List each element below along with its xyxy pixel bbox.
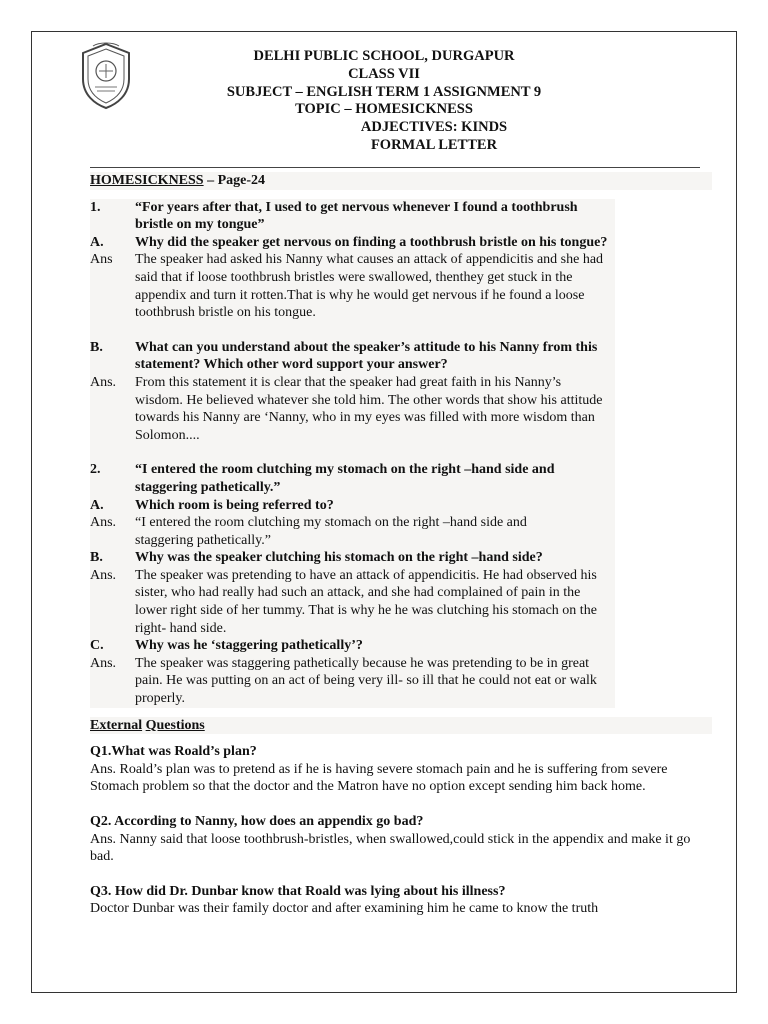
subject-line: SUBJECT – ENGLISH TERM 1 ASSIGNMENT 9 xyxy=(226,83,542,100)
external-answer: Ans. Roald’s plan was to pretend as if he is having severe stomach pain and he is suffering from severe Stomach problem so that the doctor and the Matron have no option except sending him back home. xyxy=(90,761,668,795)
external-answer: Doctor Dunbar was their family doctor and after examining him he came to know the truth xyxy=(90,901,599,917)
main-content xyxy=(90,170,712,918)
section-page-ref: – Page-24 xyxy=(207,173,266,188)
external-answer: Ans. Nanny said that loose toothbrush-bristles, when swallowed,could stick in the appendix and make it go bad. xyxy=(90,831,691,865)
topic-line: TOPIC – HOMESICKNESS xyxy=(295,101,473,118)
question-item: 2. “I entered the room clutching my stomach on the right –hand side and staggering pathetically.” xyxy=(90,462,555,495)
spacer xyxy=(90,796,712,813)
external-question: Q2. According to Nanny, how does an appendix go bad? xyxy=(90,814,424,829)
spacer xyxy=(90,734,712,743)
formal-letter-line: FORMAL LETTER xyxy=(370,136,498,153)
spacer xyxy=(90,190,712,199)
header-divider xyxy=(90,167,700,168)
section-title-text: HOMESICKNESS xyxy=(90,173,204,188)
question-item: A. Why did the speaker get nervous on finding a toothbrush bristle on his tongue? xyxy=(90,234,608,250)
document-header xyxy=(0,48,768,155)
question-item: C. Why was he ‘staggering pathetically’? xyxy=(90,638,363,654)
external-questions xyxy=(90,743,712,918)
external-question: Q1.What was Roald’s plan? xyxy=(90,744,257,760)
question-item: B. What can you understand about the speaker’s attitude to his Nanny from this statement? Which other word support your answer? xyxy=(90,339,598,373)
question-item: B. Why was the speaker clutching his stomach on the right –hand side? xyxy=(90,550,543,566)
external-questions-heading: External Questions xyxy=(90,717,712,735)
spacer xyxy=(90,866,712,883)
class-line: CLASS VII xyxy=(348,65,420,82)
answer-item: Ans. “I entered the room clutching my stomach on the right –hand side and staggering pathetically.” xyxy=(90,515,527,548)
answer-item: Ans. The speaker was staggering pathetically because he was pretending to be in great pain. He was putting on an act of being very ill- so ill that he could not eat or walk properly. xyxy=(90,655,597,707)
question-item: 1. “For years after that, I used to get nervous whenever I found a toothbrush bristle on my tongue” xyxy=(90,199,578,233)
spacer xyxy=(90,322,615,339)
adjectives-line: ADJECTIVES: KINDS xyxy=(360,119,508,136)
answer-item: Ans The speaker had asked his Nanny what causes an attack of appendicitis and she had said that if loose toothbrush bristles were swallowed, thenthey get stuck in the appendix and turn it rotten.That is why he would get nervous if he found a loose toothbrush bristle on his tongue. xyxy=(90,252,604,321)
external-question: Q3. How did Dr. Dunbar know that Roald was lying about his illness? xyxy=(90,883,506,899)
school-name: DELHI PUBLIC SCHOOL, DURGAPUR xyxy=(253,48,515,64)
answer-item: Ans. The speaker was pretending to have an attack of appendicitis. He had observed his sister, who had really had such an attack, and she had complained of pain in the lower right side of her tummy. That is why he he was clutching his stomach on the right- hand side. xyxy=(90,567,597,636)
qa-block xyxy=(90,199,615,708)
section-title xyxy=(90,172,712,190)
spacer xyxy=(90,444,615,461)
question-item: A. Which room is being referred to? xyxy=(90,497,334,513)
answer-item: Ans. From this statement it is clear that the speaker had great faith in his Nanny’s wisdom. He believed whatever she told him. The other words that show his attitude towards his Nanny are ‘Nanny, who in my eyes was filled with more wisdom than Solomon.... xyxy=(90,374,603,443)
